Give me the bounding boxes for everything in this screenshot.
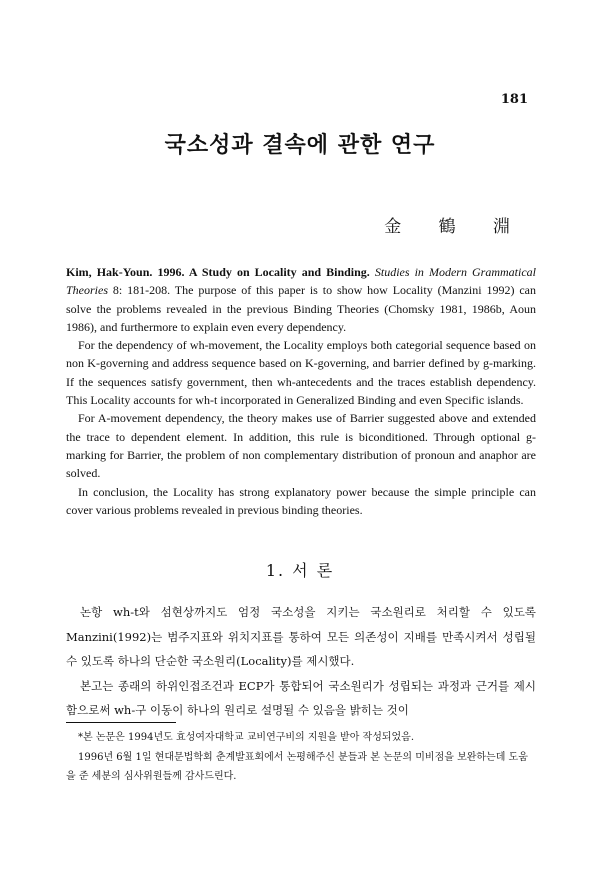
abstract-text-1: 8: 181-208. The purpose of this paper is to show how Locality (Manzini 1992) can solve the problems revealed in the previous Binding Theories (Chomsky 1981, 1986b, Aoun 1986), and furthermore to explain even every dependency. xyxy=(66,283,537,334)
abstract-paragraph-4: In conclusion, the Locality has strong explanatory power because the simple principle can cover various problems revealed in previous binding theories. xyxy=(66,484,536,517)
citation-authors: Kim, Hak-Youn. 1996. A Study on Locality and Binding. xyxy=(66,265,370,279)
section-heading: 1. 서 론 xyxy=(265,561,335,580)
abstract-paragraph-3: For A-movement dependency, the theory makes use of Barrier suggested above and extended the trace to dependent element. In addition, this rule is biconditioned. Through optional g-marking for Barrier, the problem of non complementary distribution of pronoun and anaphor are solved. xyxy=(66,411,536,481)
abstract-paragraph-2: For the dependency of wh-movement, the Locality employs both categorial sequence based on non K-governing and address sequence based on K-governing, and barrier defined by g-marking. If the sequences satisfy government, then wh-antecedents and the traces establish dependency. This Locality accounts for wh-t incorporated in Generalized Binding and even Specific islands. xyxy=(66,338,536,408)
footnotes xyxy=(66,728,536,787)
paper-title: 국소성과 결속에 관한 연구 xyxy=(164,133,436,158)
footnote-divider xyxy=(66,722,176,723)
body-paragraph-2: 본고는 종래의 하위인접조건과 ECP가 통합되어 국소원리가 성립되는 과정과 근거를 제시함으로써 wh-구 이동이 하나의 원리로 설명될 수 있음을 밝히는 것이 xyxy=(66,678,536,718)
citation-journal: Studies in Modern Grammatical Theories xyxy=(66,265,537,298)
abstract-paragraph-1 xyxy=(66,263,536,336)
author-name: 金 鶴 淵 xyxy=(384,217,526,237)
body-paragraph-1: 논항 wh-t와 섬현상까지도 엄정 국소성을 지키는 국소원리로 처리할 수 있도록 Manzini(1992)는 범주지표와 위치지표를 통하여 모든 의존성이 지배를 만족시켜서 성립될 수 있도록 하나의 단순한 국소원리(Locality)를 제시했다. xyxy=(66,605,536,669)
body-text xyxy=(66,600,536,723)
footnote-2: 1996년 6월 1일 현대문법학회 춘계발표회에서 논평해주신 분들과 본 논문의 미비점을 보완하는데 도움을 준 세분의 심사위원들께 감사드린다. xyxy=(66,751,528,782)
page-number: 181 xyxy=(500,92,528,107)
footnote-1: *본 논문은 1994년도 효성여자대학교 교비연구비의 지원을 받아 작성되었음. xyxy=(78,732,415,743)
abstract xyxy=(66,263,536,519)
